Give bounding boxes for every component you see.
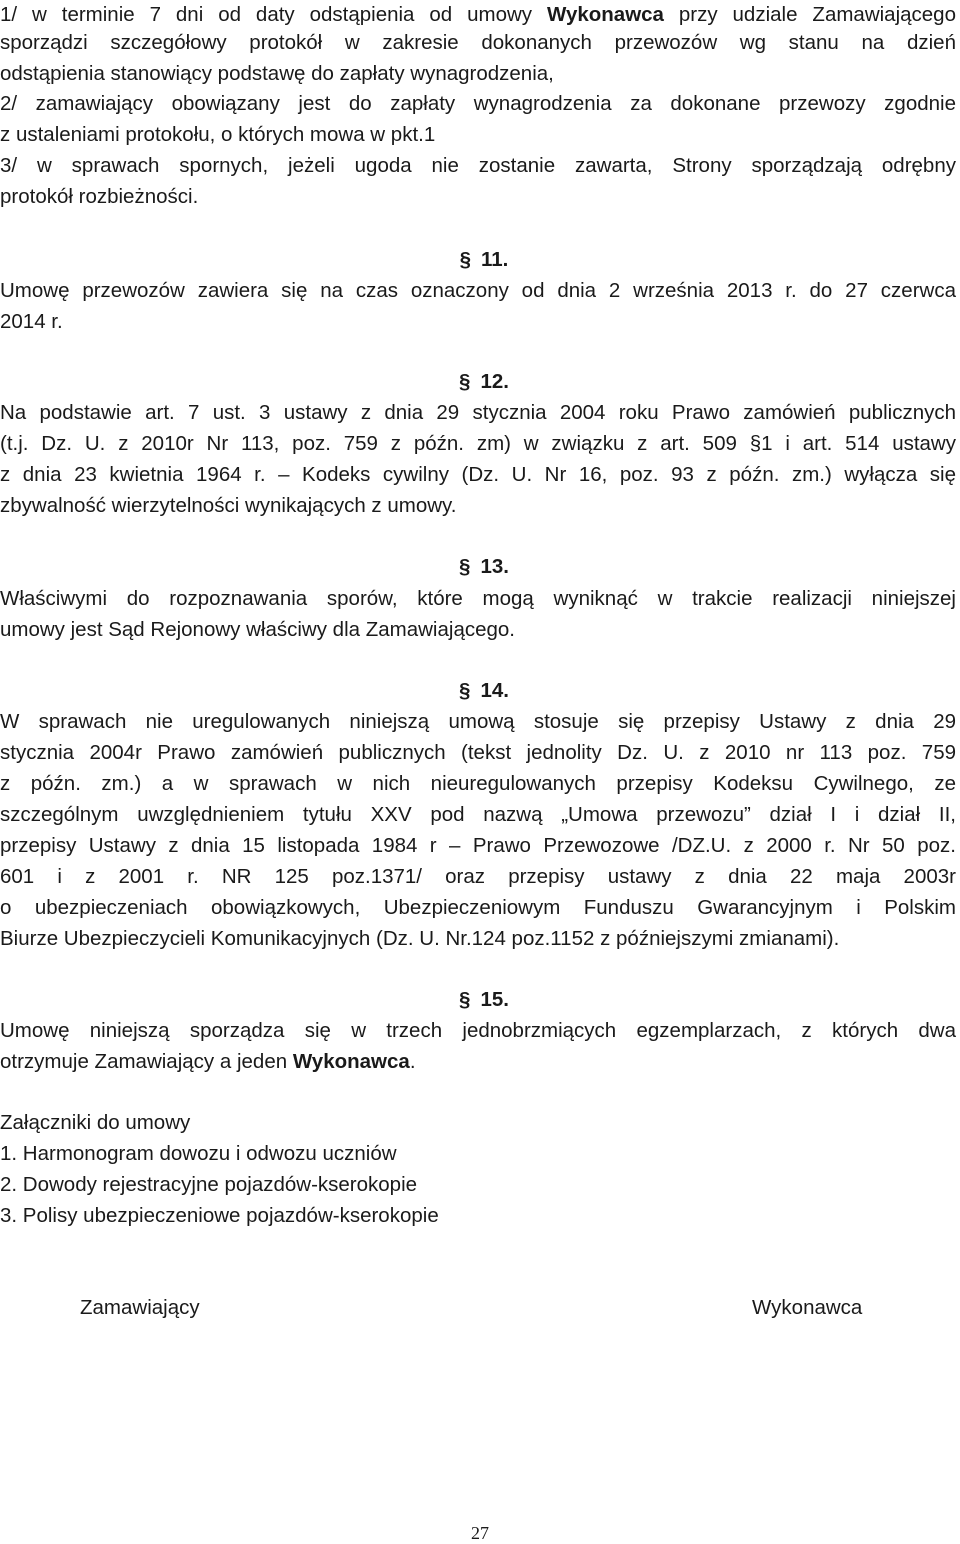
signature-client: Zamawiający [80,1296,200,1319]
section-14-line-5: przepisy Ustawy z dnia 15 listopada 1984 r – Prawo Przewozowe /DZ.U. z 2000 r. Nr 50 poz. [0,834,956,857]
section-13-line-1: Właściwymi do rozpoznawania sporów, które mogą wyniknąć w trakcie realizacji niniejszej [0,587,956,610]
section-14-heading [0,676,960,706]
section-13-heading [0,552,960,582]
attachment-item: 1. Harmonogram dowozu i odwozu uczniów [0,1142,397,1165]
intro-text: 1/ w terminie 7 dni od daty odstąpienia od umowy [0,3,547,26]
section-11-line-1: Umowę przewozów zawiera się na czas oznaczony od dnia 2 września 2013 r. do 27 czerwca [0,279,956,302]
intro-line-6: 3/ w sprawach spornych, jeżeli ugoda nie zostanie zawarta, Strony sporządzają odrębny [0,154,956,177]
section-15-line-1: Umowę niniejszą sporządza się w trzech jednobrzmiących egzemplarzach, z których dwa [0,1019,956,1042]
section-12-line-3: z dnia 23 kwietnia 1964 r. – Kodeks cywilny (Dz. U. Nr 16, poz. 93 z późn. zm.) wyłącza się [0,463,956,486]
section-symbol: § [459,679,471,702]
section-14-line-4: szczególnym uwzględnieniem tytułu XXV pod nazwą „Umowa przewozu” dział I i dział II, [0,803,956,826]
signature-contractor: Wykonawca [752,1296,863,1319]
section-number: 11. [481,248,509,271]
section-12-heading [0,367,960,397]
section-14-line-1: W sprawach nie uregulowanych niniejszą umową stosuje się przepisy Ustawy z dnia 29 [0,710,956,733]
intro-text: przy udziale Zamawiającego [663,3,956,26]
section-12-line-1: Na podstawie art. 7 ust. 3 ustawy z dnia 29 stycznia 2004 roku Prawo zamówień publicznych [0,401,956,424]
section-14-line-7: o ubezpieczeniach obowiązkowych, Ubezpieczeniowym Funduszu Gwarancyjnym i Polskim [0,896,956,919]
section-number: 14. [480,679,509,702]
section-number: 15. [480,988,509,1011]
contractor-term: Wykonawca [546,3,664,26]
section-number: 13. [480,555,509,578]
section-symbol: § [459,555,471,578]
section-14-line-8: Biurze Ubezpieczycieli Komunikacyjnych (Dz. U. Nr.124 poz.1152 z późniejszymi zmianami). [0,927,840,950]
section-symbol: § [459,370,471,393]
section-symbol: § [459,988,471,1011]
contractor-term: Wykonawca [292,1050,410,1073]
section-11-heading [0,245,960,275]
intro-line-5: z ustaleniami protokołu, o których mowa w pkt.1 [0,123,436,146]
section-14-line-6: 601 i z 2001 r. NR 125 poz.1371/ oraz przepisy ustawy z dnia 22 maja 2003r [0,865,956,888]
attachments-title: Załączniki do umowy [0,1111,191,1134]
section-number: 12. [480,370,509,393]
intro-line-3: odstąpienia stanowiący podstawę do zapłaty wynagrodzenia, [0,62,554,85]
section-13-line-2: umowy jest Sąd Rejonowy właściwy dla Zamawiającego. [0,618,515,641]
intro-line-7: protokół rozbieżności. [0,185,199,208]
section-15-heading [0,985,960,1015]
section-12-line-4: zbywalność wierzytelności wynikających z umowy. [0,494,457,517]
section-symbol: § [459,248,472,271]
section-14-line-3: z późn. zm.) a w sprawach w nich nieuregulowanych przepisy Kodeksu Cywilnego, ze [0,772,956,795]
page-number: 27 [471,1523,489,1543]
intro-line-1 [0,0,956,30]
attachment-item: 2. Dowody rejestracyjne pojazdów-kserokopie [0,1173,418,1196]
intro-line-2: sporządzi szczegółowy protokół w zakresie dokonanych przewozów wg stanu na dzień [0,31,956,54]
section-12-line-2: (t.j. Dz. U. z 2010r Nr 113, poz. 759 z późn. zm) w związku z art. 509 §1 i art. 514 ustawy [0,432,956,455]
intro-line-4: 2/ zamawiający obowiązany jest do zapłaty wynagrodzenia za dokonane przewozy zgodnie [0,92,956,115]
section-15-text: . [409,1050,416,1073]
section-11-line-2: 2014 r. [0,310,63,333]
section-15-line-2 [0,1047,956,1077]
section-14-line-2: stycznia 2004r Prawo zamówień publicznych (tekst jednolity Dz. U. z 2010 nr 113 poz. 759 [0,741,956,764]
attachment-item: 3. Polisy ubezpieczeniowe pojazdów-kserokopie [0,1204,439,1227]
section-15-text: otrzymuje Zamawiający a jeden [0,1050,293,1073]
